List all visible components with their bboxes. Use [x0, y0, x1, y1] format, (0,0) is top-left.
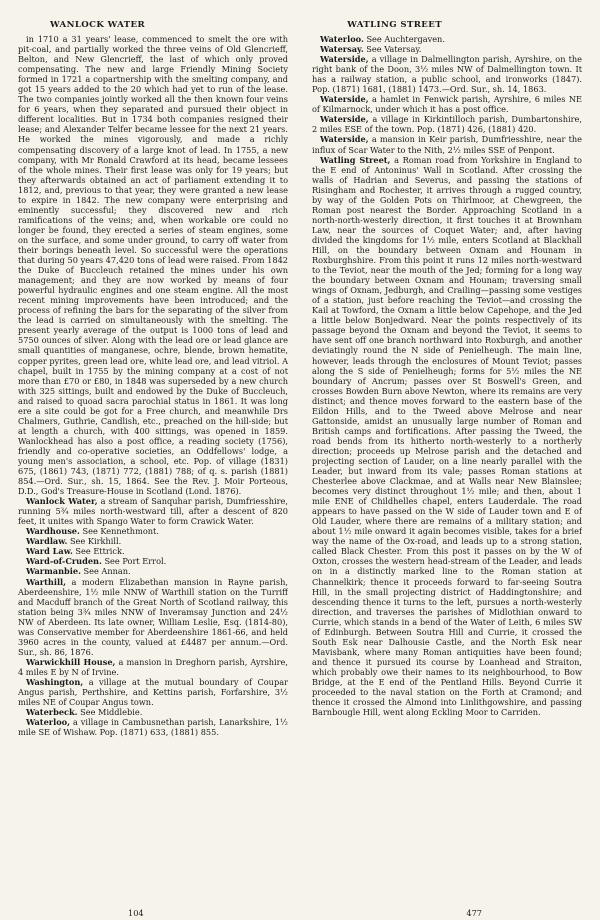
- columns: [18, 34, 582, 904]
- gazetteer-entry: [18, 707, 288, 717]
- gazetteer-entry: [18, 526, 288, 536]
- entry-headword: Waterside,: [320, 114, 369, 125]
- gazetteer-entry: [312, 54, 582, 94]
- entry-headword: Waterloo,: [26, 717, 70, 728]
- entry-headword: Waterside,: [320, 54, 369, 65]
- entry-text: in 1710 a 31 years' lease, commenced to smelt the ore with pit-coal, and partially worked the three veins of Old Glencrieff, Belton, and New Glencrieff, the last of which only proved compensating. The new and large Friendly Mining Society formed in 1721 a copartnership with the smelting company, and got 15 years added to the 20 which had yet to run of the lease. The two companies jointly worked all the then known four veins for 6 years, when they separated and pursued their object in different localities. But in 1734 both companies resigned their lease; and Alexander Telfer became lessee for the next 21 years. He worked the mines vigorously, and made a richly compensating discovery of a large knot of lead. In 1755, a new company, with Mr Ronald Crawford at its head, became lessees of the whole mines. Their first lease was only for 19 years; but they afterwards obtained an act of parliament extending it to 1812, and, previous to that year, they were granted a new lease to expire in 1842. The new company were enterprising and eminently successful; they discovered new and rich ramifications of the veins; and, when workable ore could no longer be found, they erected a series of steam engines, some on the surface, and some under ground, to carry off water from their borings beneath level. So successful were the operations that during 50 years 47,420 tons of lead were raised. From 1842 the Duke of Buccleuch retained the mines under his own management; and they are now worked by means of four powerful hydraulic engines and one steam engine. All the most recent mining improvements have been introduced; and the process of refining the bars for the separating of the silver from the lead is carried on simultaneously with the smelting. The present yearly average of the output is 1000 tons of lead and 5750 ounces of silver. Along with the lead ore or lead glance are small quantities of manganese, ochre, blende, brown hematite, copper pyrites, green lead ore, white lead ore, and lead vitriol. A chapel, built in 1755 by the mining company at a cost of not more than £70 or £80, in 1848 was superseded by a new church with 325 sittings, built and endowed by the Duke of Buccleuch, and raised to quoad sacra parochial status in 1861. It was long ere a site could be got for a Free church, and meanwhile Drs Chalmers, Guthrie, Candlish, etc., preached on the hill-side; but at length a church, with 400 sittings, was opened in 1859. Wanlockhead has also a post office, a reading society (1756), friendly and co-operative societies, an Oddfellows' lodge, a young men's association, a school, etc. Pop. of village (1831) 675, (1861) 743, (1871) 772, (1881) 788; of q. s. parish (1881) 854.—Ord. Sur., sh. 15, 1864. See the Rev. J. Moir Porteous, D.D., God's Treasure-House in Scotland (Lond. 1876).: [18, 34, 288, 497]
- gazetteer-entry: [18, 577, 288, 657]
- left-column: [18, 34, 288, 904]
- entry-text: See Vatersay.: [366, 44, 422, 55]
- entry-headword: Ward-of-Cruden.: [26, 556, 102, 567]
- gazetteer-entry: [18, 556, 288, 566]
- page-footer: [18, 908, 582, 920]
- entry-headword: Waterside,: [320, 134, 369, 145]
- entry-text: a stream of Sanquhar parish, Dumfriesshire, running 5¾ miles north-westward till, after a descent of 820 feet, it unites with Spango Water to form Crawick Water.: [18, 496, 288, 527]
- right-column: [312, 34, 582, 904]
- entry-text: a mansion in Dreghorn parish, Ayrshire, 4 miles E by N of Irvine.: [18, 656, 288, 677]
- entry-text: a village in Cambusnethan parish, Lanarkshire, 1½ mile SE of Wishaw. Pop. (1871) 633, (1881) 855.: [18, 717, 288, 738]
- entry-headword: Waterloo.: [320, 34, 364, 44]
- gazetteer-entry: [18, 717, 288, 737]
- entry-headword: Watersay.: [320, 44, 364, 55]
- entry-text: See Port Errol.: [104, 556, 167, 567]
- entry-headword: Waterside,: [320, 94, 369, 105]
- gazetteer-entry: [312, 114, 582, 134]
- gazetteer-entry: [18, 546, 288, 556]
- header-left: WANLOCK WATER: [50, 20, 146, 30]
- entry-text: a modern Elizabethan mansion in Rayne parish, Aberdeenshire, 1½ mile NNW of Warthill station on the Turriff and Macduff branch of the Great North of Scotland railway, this station being 3¾ miles NNW of Inveramsay Junction and 24½ NW of Aberdeen. Its late owner, William Leslie, Esq. (1814-80), was Conservative member for Aberdeenshire 1861-66, and held 3960 acres in the county, valued at £4487 per annum.—Ord. Sur., sh. 86, 1876.: [18, 576, 288, 657]
- entry-headword: Wardhouse.: [26, 526, 80, 537]
- entry-headword: Warthill,: [26, 576, 67, 587]
- entry-headword: Wanlock Water,: [26, 496, 98, 507]
- entry-headword: Washington,: [26, 677, 84, 687]
- running-header: [18, 8, 582, 30]
- entry-text: See Auchtergaven.: [366, 34, 445, 44]
- entry-text: See Kennethmont.: [82, 526, 159, 537]
- entry-headword: Warwickhill House,: [26, 656, 116, 667]
- entry-headword: Waterbeck.: [26, 707, 78, 718]
- entry-text: a hamlet in Fenwick parish, Ayrshire, 6 miles NE of Kilmarnock, under which it has a post office.: [312, 94, 582, 115]
- entry-headword: Warmanbie.: [26, 566, 81, 577]
- entry-text: See Middlebie.: [80, 707, 143, 718]
- gazetteer-entry: [18, 536, 288, 546]
- entry-headword: Wardlaw.: [26, 536, 68, 547]
- entry-text: See Kirkhill.: [69, 536, 122, 547]
- gazetteer-entry: [18, 496, 288, 526]
- entry-text: a Roman road from Yorkshire in England to the E end of Antoninus' Wall in Scotland. After crossing the walls of Hadrian and Severus, and passing the stations of Risingham and Rochester, it arrives through a rugged country, by way of the Golden Pots on Thirlmoor, at Chewgreen, the Roman post nearest the Border. Approaching Scotland in a north-north-westerly direction, it first touches it at Brownham Law, near the sources of Coquet Water; and, after having divided the kingdoms for 1½ mile, enters Scotland at Blackhall Hill, on the boundary between Oxnam and Hounam in Roxburghshire. From this point it runs 12 miles north-westward to the Teviot, near the mouth of the Jed; forming for a long way the boundary between Oxnam and Hounam; traversing small wings of Oxnam, Jedburgh, and Crailing—passing some vestiges of a station, just before reaching the Teviot—and crossing the Kail at Towford, the Oxnam a little below Capehope, and the Jed a little below Bonjedward. Near the points respectively of its passage beyond the Oxnam and beyond the Teviot, it seems to have sent off one branch northward into Roxburgh, and another deviatingly round the N side of Penielheugh. The main line, however, leads through the enclosures of Mount Teviot; passes along the S side of Penielheugh; forms for 5½ miles the NE boundary of Ancrum; passes over St Boswell's Green, and crosses Bowden Burn above Newton, where its remains are very distinct; and thence moves forward to the eastern base of the Eildon Hills, and to the Tweed above Melrose and near Gattonside, amidst an unusually large number of Roman and British camps and fortifications. After passing the Tweed, the road bends from its hitherto north-westerly to a northerly direction; proceeds up Melrose parish and the detached and projecting section of Lauder, on a line nearly parallel with the Leader, but inward from its vale; passes Roman stations at Chesterlee above Clackmae, and at Walls near New Blainslee; becomes very distinct throughout 1½ mile; and then, about 1 mile ENE of Childhelles chapel, enters Lauderdale. The road appears to have passed on the W side of Lauder town and E of Old Lauder, where there are remains of a military station; and about 1½ mile onward it again becomes visible, takes for a brief way the name of the Ox-road, and leads up to a strong station, called Black Chester. From this post it passes on by the W of Oxton, crosses the western head-stream of the Leader, and leads on in a distinctly marked line to the Roman station at Channelkirk; thence it proceeds forward to far-seeing Soutra Hill, in the small projecting district of Haddingtonshire; and descending thence it turns to the left, pursues a north-westerly direction, and traverses the parishes of Midlothian onward to Currie, which stands in a bend of the Water of Leith, 6 miles SW of Edinburgh. Between Soutra Hill and Currie, it crossed the South Esk near Dalhousie Castle, and the North Esk near Mavisbank, where many Roman antiquities have been found; and thence it pursued its course by Loanhead and Straiton, which probably owe their names to its neighbourhood, to Bow Bridge, at the E end of the Pentland Hills. Beyond Currie it proceeded to the naval station on the Forth at Cramond; and thence it crossed the Almond into Linlithgowshire, and passing Barnbougle Hill, went along Eckling Moor to Carriden.: [312, 154, 582, 718]
- gazetteer-entry: [18, 34, 288, 496]
- entry-text: a mansion in Keir parish, Dumfriesshire, near the influx of Scar Water to the Nith, 2½ miles SSE of Penpont.: [312, 134, 582, 155]
- gazetteer-entry: [312, 94, 582, 114]
- entry-text: See Annan.: [83, 566, 131, 577]
- gazetteer-entry: [312, 155, 582, 718]
- page-number-left: 104: [128, 908, 144, 918]
- gazetteer-entry: [18, 566, 288, 576]
- entry-headword: Ward Law.: [26, 546, 73, 557]
- entry-text: a village in Kirkintilloch parish, Dumbartonshire, 2 miles ESE of the town. Pop. (1871) 426, (1881) 420.: [312, 114, 582, 135]
- entry-text: a village in Dalmellington parish, Ayrshire, on the right bank of the Doon, 3½ miles NW of Dalmellington town. It has a railway station, a public school, and ironworks (1847). Pop. (1871) 1681, (1881) 1473.—Ord. Sur., sh. 14, 1863.: [312, 54, 582, 95]
- gazetteer-entry: [18, 657, 288, 677]
- gazetteer-entry: [312, 134, 582, 154]
- entry-text: See Ettrick.: [75, 546, 125, 557]
- entry-headword: Watling Street,: [320, 154, 391, 165]
- header-right: WATLING STREET: [347, 20, 442, 30]
- gazetteer-entry: [312, 44, 582, 54]
- gazetteer-entry: [18, 677, 288, 707]
- entry-text: a village at the mutual boundary of Coupar Angus parish, Perthshire, and Kettins parish, Forfarshire, 3½ miles NE of Coupar Angus town.: [18, 677, 288, 708]
- gazetteer-entry: [312, 34, 582, 44]
- page-number-right: 477: [466, 908, 482, 918]
